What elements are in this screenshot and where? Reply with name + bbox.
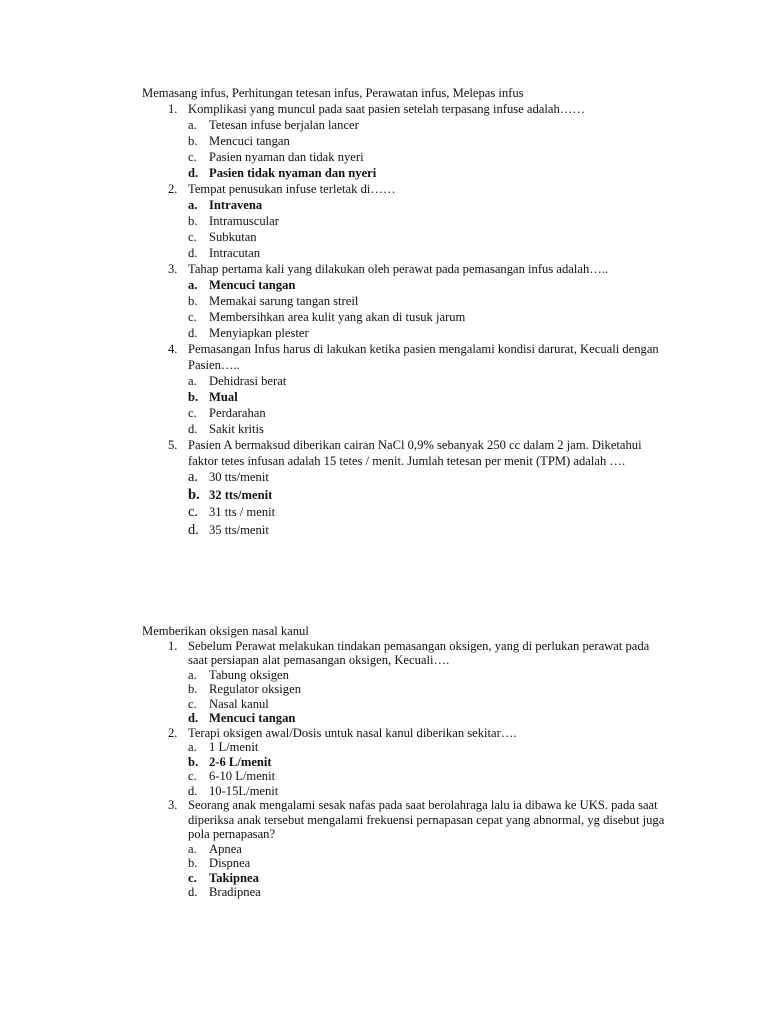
option-letter: d. xyxy=(188,521,199,538)
question-text: Pemasangan Infus harus di lakukan ketika pasien mengalami kondisi darurat, Kecuali dengan Pasien….. xyxy=(188,342,659,372)
question-text: Seorang anak mengalami sesak nafas pada saat berolahraga lalu ia dibawa ke UKS. pada saat diperiksa anak tersebut mengalami frekuensi pernapasan cepat yang abnormal, yg disebut juga pola pernapasan? xyxy=(188,798,665,841)
question-text: Terapi oksigen awal/Dosis untuk nasal kanul diberikan sekitar…. xyxy=(188,725,517,740)
question-text: Tempat penusukan infuse terletak di…… xyxy=(188,182,396,196)
option-text: 10-15L/menit xyxy=(209,783,279,798)
answer-option xyxy=(188,504,682,522)
question-text: Tahap pertama kali yang dilakukan oleh perawat pada pemasangan infus adalah….. xyxy=(188,262,609,276)
answer-option xyxy=(188,117,682,133)
option-letter: c. xyxy=(188,504,199,520)
answer-option xyxy=(188,682,682,697)
question-text: Komplikasi yang muncul pada saat pasien setelah terpasang infuse adalah…… xyxy=(188,102,585,116)
option-letter: b. xyxy=(188,134,198,148)
option-text: Pasien nyaman dan tidak nyeri xyxy=(209,150,364,164)
option-text: Regulator oksigen xyxy=(209,682,301,696)
question-text: Pasien A bermaksud diberikan cairan NaCl 0,9% sebanyak 250 cc dalam 2 jam. Diketahui faktor tetes infusan adalah 15 tetes / menit. Jumlah tetesan per menit (TPM) adalah …. xyxy=(188,438,642,468)
option-letter: a. xyxy=(188,469,199,485)
answer-option-correct xyxy=(188,755,682,770)
option-text: Dispnea xyxy=(209,856,251,870)
answer-option xyxy=(188,522,682,540)
option-text: 32 tts/menit xyxy=(209,487,273,502)
option-text: Pasien tidak nyaman dan nyeri xyxy=(209,166,377,180)
option-letter: a. xyxy=(188,118,197,132)
option-letter: b. xyxy=(188,856,198,870)
option-text: Intracutan xyxy=(209,246,261,260)
question-block xyxy=(142,181,682,261)
option-letter: d. xyxy=(188,885,198,899)
answer-option xyxy=(188,245,682,261)
question-block xyxy=(142,798,682,900)
option-letter: c. xyxy=(188,769,197,783)
option-text: Bradipnea xyxy=(209,885,261,899)
answer-option xyxy=(188,842,682,857)
option-letter: c. xyxy=(188,870,197,885)
question-number: 2. xyxy=(168,182,178,196)
answer-option-correct xyxy=(188,711,682,726)
answer-option xyxy=(188,133,682,149)
option-text: Nasal kanul xyxy=(209,696,269,711)
option-letter: b. xyxy=(188,390,199,404)
option-text: Mencuci tangan xyxy=(209,278,296,292)
option-letter: c. xyxy=(188,230,197,244)
answer-option xyxy=(188,697,682,712)
option-letter: a. xyxy=(188,278,198,292)
answer-option-correct xyxy=(188,871,682,886)
option-text: Intramuscular xyxy=(209,214,279,228)
section-title: Memberikan oksigen nasal kanul xyxy=(142,624,309,638)
answer-option xyxy=(188,325,682,341)
question xyxy=(142,181,682,197)
option-letter: b. xyxy=(188,754,199,769)
option-text: Subkutan xyxy=(209,230,257,244)
option-letter: c. xyxy=(188,150,197,164)
answer-option-correct xyxy=(188,487,682,505)
option-letter: a. xyxy=(188,198,198,212)
question-block xyxy=(142,341,682,437)
question-block xyxy=(142,261,682,341)
option-letter: b. xyxy=(188,294,198,308)
option-text: Perdarahan xyxy=(209,406,266,420)
option-letter: d. xyxy=(188,166,199,180)
answer-option xyxy=(188,373,682,389)
question-number: 3. xyxy=(168,798,178,812)
option-text: Memakai sarung tangan streil xyxy=(209,294,359,308)
answer-option xyxy=(188,421,682,437)
question-block xyxy=(142,726,682,799)
question xyxy=(142,798,682,842)
question xyxy=(142,639,682,668)
option-text: Mencuci tangan xyxy=(209,711,296,725)
answer-option xyxy=(188,769,682,784)
answer-option xyxy=(188,149,682,165)
option-letter: c. xyxy=(188,696,197,711)
question-block xyxy=(142,101,682,181)
question-number: 4. xyxy=(168,342,178,356)
question-text: Sebelum Perawat melakukan tindakan pemasangan oksigen, yang di perlukan perawat pada saat persiapan alat pemasangan oksigen, Kecuali…. xyxy=(188,638,650,667)
answer-option xyxy=(188,469,682,487)
option-letter: a. xyxy=(188,667,197,682)
option-letter: d. xyxy=(188,783,198,798)
answer-option-correct xyxy=(188,277,682,293)
option-text: 2-6 L/menit xyxy=(209,754,272,769)
option-letter: d. xyxy=(188,326,198,340)
option-letter: d. xyxy=(188,422,198,436)
option-letter: a. xyxy=(188,740,197,754)
option-letter: d. xyxy=(188,711,199,725)
answer-option-correct xyxy=(188,165,682,181)
option-letter: a. xyxy=(188,374,197,388)
answer-option xyxy=(188,784,682,799)
question-number: 5. xyxy=(168,438,178,452)
question-block xyxy=(142,437,682,539)
option-text: Apnea xyxy=(209,841,242,856)
question-number: 1. xyxy=(168,638,178,653)
answer-option xyxy=(188,885,682,900)
answer-option xyxy=(188,309,682,325)
question-number: 1. xyxy=(168,102,178,116)
option-letter: c. xyxy=(188,406,197,420)
option-text: Takipnea xyxy=(209,870,259,885)
question-block xyxy=(142,639,682,726)
section-title: Memasang infus, Perhitungan tetesan infus, Perawatan infus, Melepas infus xyxy=(142,86,524,100)
option-text: Mencuci tangan xyxy=(209,134,290,148)
question xyxy=(142,341,682,373)
option-letter: b. xyxy=(188,682,198,696)
option-text: Tetesan infuse berjalan lancer xyxy=(209,118,359,132)
question-number: 2. xyxy=(168,725,178,740)
question-number: 3. xyxy=(168,262,178,276)
option-text: Menyiapkan plester xyxy=(209,326,309,340)
question xyxy=(142,261,682,277)
answer-option xyxy=(188,293,682,309)
option-letter: b. xyxy=(188,214,198,228)
option-text: Membersihkan area kulit yang akan di tusuk jarum xyxy=(209,310,466,324)
option-text: Sakit kritis xyxy=(209,422,264,436)
option-letter: a. xyxy=(188,841,197,856)
option-text: 1 L/menit xyxy=(209,740,259,754)
section-infus xyxy=(142,85,682,539)
answer-option-correct xyxy=(188,389,682,405)
option-text: Tabung oksigen xyxy=(209,667,289,682)
answer-option xyxy=(188,668,682,683)
option-text: 35 tts/menit xyxy=(209,522,269,537)
question xyxy=(142,101,682,117)
answer-option xyxy=(188,229,682,245)
option-text: 30 tts/menit xyxy=(209,470,269,484)
option-letter: d. xyxy=(188,246,198,260)
option-letter: c. xyxy=(188,310,197,324)
option-text: Dehidrasi berat xyxy=(209,374,287,388)
section-oksigen xyxy=(142,624,682,900)
answer-option xyxy=(188,405,682,421)
answer-option xyxy=(188,213,682,229)
option-text: 6-10 L/menit xyxy=(209,769,276,783)
option-text: 31 tts / menit xyxy=(209,505,276,519)
option-text: Mual xyxy=(209,390,238,404)
answer-option-correct xyxy=(188,197,682,213)
option-letter: b. xyxy=(188,486,200,503)
question xyxy=(142,726,682,741)
answer-option xyxy=(188,856,682,871)
option-text: Intravena xyxy=(209,198,263,212)
answer-option xyxy=(188,740,682,755)
question xyxy=(142,437,682,469)
